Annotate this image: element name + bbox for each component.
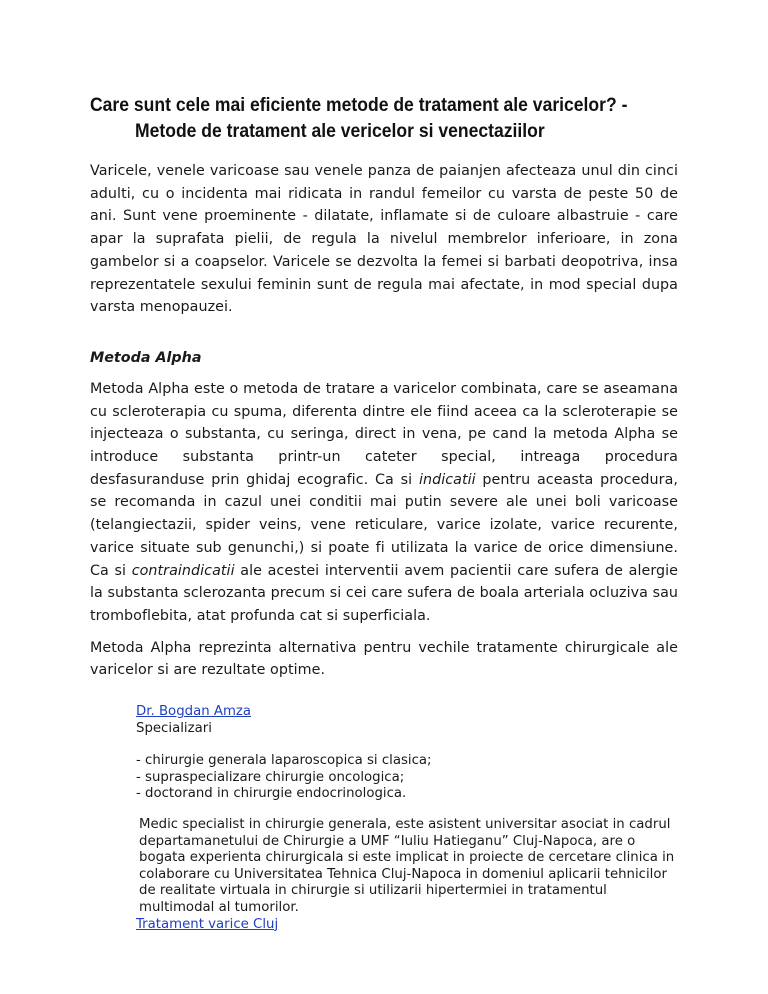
author-description: Medic specialist in chirurgie generala, este asistent universitar asociat in cadrul departamanetului de Chirurgie a UMF “Iuliu Hatieganu” Cluj-Napoca, are o bogata experienta chirurgicala si este implicat in proiecte de cercetare clinica in colaborare cu Universitatea Tehnica Cluj-Napoca in domeniul aplicarii tehnicilor de realitate virtuala in chirurgie si utilizarii hipertermiei in tratamentul multimodal al tumorilor. xyxy=(139,817,675,915)
page-title xyxy=(90,92,679,144)
tratament-varice-link[interactable]: Tratament varice Cluj xyxy=(136,916,279,932)
list-item: - supraspecializare chirurgie oncologica; xyxy=(136,769,405,785)
list-item: - chirurgie generala laparoscopica si clasica; xyxy=(136,753,432,769)
section-heading: Metoda Alpha xyxy=(90,349,202,366)
title-line-1: Care sunt cele mai eficiente metode de tratament ale varicelor? - xyxy=(90,94,628,116)
title-line-2: Metode de tratament ale vericelor si venectaziilor xyxy=(135,120,545,142)
author-name-link[interactable]: Dr. Bogdan Amza xyxy=(136,704,252,720)
alpha-text-3: ale acestei interventii avem pacientii care sufera de alergie la substanta sclerozanta precum si cei care sufera de boala arteriala ocluziva sau tromboflebita, atat profunda cat si superficiala. xyxy=(90,562,678,624)
document-page xyxy=(90,92,678,933)
author-bio xyxy=(136,704,676,933)
alpha-text-1: Metoda Alpha este o metoda de tratare a varicelor combinata, care se aseamana cu scleroterapia cu spuma, diferenta dintre ele fiind aceea ca la scleroterapie se injecteaza o substanta, cu seringa, direct in vena, pe cand la metoda Alpha se introduce substanta printr-un cateter special, intreaga procedura desfasuranduse prin ghidaj ecografic. Ca si xyxy=(90,380,678,488)
alpha-italic-indicatii: indicatii xyxy=(418,471,476,488)
alpha-paragraph-2: Metoda Alpha reprezinta alternativa pentru vechile tratamente chirurgicale ale varicelor si are rezultate optime. xyxy=(90,639,678,679)
alpha-italic-contraindicatii: contraindicatii xyxy=(131,562,235,579)
specializari-label: Specializari xyxy=(136,720,212,736)
alpha-text-2: pentru aceasta procedura, se recomanda in cazul unei conditii mai putin severe ale unei boli varicoase (telangiectazii, spider veins, vene reticulare, varice izolate, varice recurente, varice situate sub genunchi,) si poate fi utilizata la varice de orice dimensiune. Ca si xyxy=(90,471,678,579)
alpha-paragraph xyxy=(90,378,678,628)
list-item: - doctorand in chirurgie endocrinologica. xyxy=(136,786,407,802)
intro-paragraph: Varicele, venele varicoase sau venele panza de paianjen afecteaza unul din cinci adulti, cu o incidenta mai ridicata in randul femeilor cu varsta de peste 50 de ani. Sunt vene proeminente - dilatate, inflamate si de culoare albastruie - care apar la suprafata pielii, de regula la nivelul membrelor inferioare, in zona gambelor si a coapselor. Varicele se dezvolta la femei si barbati deopotriva, insa reprezentatele sexului feminin sunt de regula mai afectate, in mod special dupa varsta menopauzei. xyxy=(90,163,678,316)
specializari-list xyxy=(136,753,676,803)
